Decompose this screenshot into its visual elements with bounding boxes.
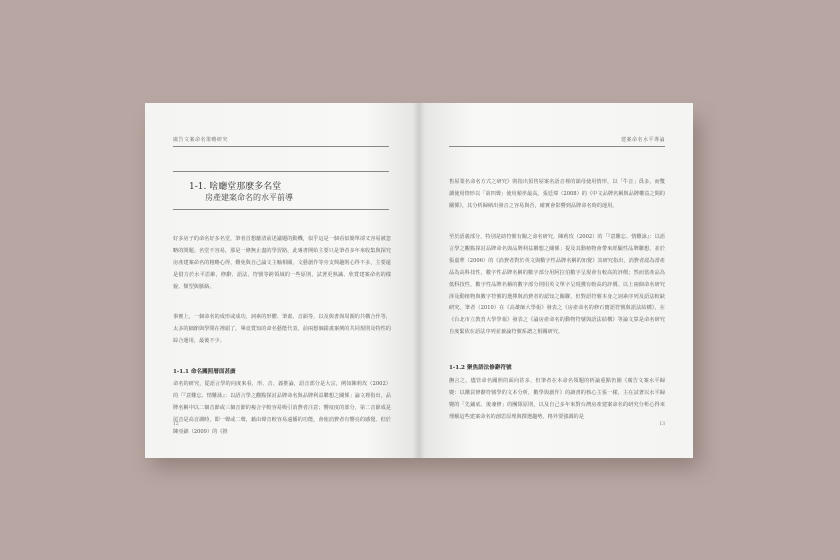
title-top-rule [173, 171, 389, 172]
book-gutter [413, 103, 425, 458]
right-page [419, 103, 693, 458]
page-number: 12 [173, 422, 179, 427]
section-heading: 1-1.2 聚焦語法修辭符號 [449, 365, 512, 371]
header-rule [449, 146, 665, 147]
paragraph: 事實上，一個命名的成形或成功，詞素的形體、筆畫、音韻等，以及與書與周圍的共構合作等，太多的細節與學問在裡頭了。畢竟賞知的命名藝能代表，前兩想個錯畫案例的共同規則及特性的綜合運用，最後不少。 [173, 314, 391, 344]
title-bottom-rule [173, 209, 389, 210]
left-page [145, 103, 419, 458]
paragraph: 至於語義部分，特別是助符號有關之命名研究，陳莉玫（2002）的「『意難忘、情難詠』：以語言學之觀點探討品牌命名與品牌利益聯想之關係」提及其動植物會帶來經驗性品牌聯想，並於張嘉華（2006）的《消費者對於英文與數字性品牌名稱的知覺》其研究指出，消費者認為當產品為高科技性，數字性品牌名稱的數字部分用阿拉伯數字呈現會有較高的評價；然而當產品為低科技性，數字性品牌名稱的數字部分則用英文單字呈現獲有較高的評價。以上兩個命名研究涉及動植物與數字符號的選擇與消費者的認知之關聯，但對語符號本身之詞素序列及語法較缺研究。筆者（2010）在《高雄師大學報》發表之《房產命名的修石寶語符號與語法結構》，在《台北市立教育大學學報》發表之《論房產命名的動物符號與語法結構》等論文算是命名研究自度緊依在語法序列並兼論符號系譜之相關研究。 [449, 234, 665, 336]
paragraph: 命名的研究，從語言學的向度來看，形、音、義推論，語音部分是大宗，例如陳莉玫（2002）的「『意難忘、情難詠』：以語言學之觀點探討品牌命名與品牌利益聯想之關係」論文裡指出，品牌名稱中以二個音節或三個音節的複合字較容易吸引消費者注意；響度度的部分，第二音節成是尾音是高音調時，即一聲或二聲，藉由聲音較容易遠播的功能，會使消費者有響亮的感覺。但於陳亞錦（2009）的《推 [173, 381, 391, 435]
page-number: 13 [659, 422, 665, 427]
open-book [145, 103, 693, 458]
left-running-header: 廣告文案命名策略研究 [173, 137, 229, 143]
section-heading: 1-1.1 命名關照層面甚廣 [173, 369, 236, 375]
header-rule [173, 146, 389, 147]
paragraph: 好多房子的命名好多名堂，筆者首想釐清前述議題的動機，似乎這是一個看似簡單卻又容易被忽略的問題。名堂不容易，那是一條無止盡的學習路，此專書開始主要只是筆者多年來收集與探究房產建案命名的粗略心得，難免與自己論文主軸相關，文藝創作等旁支興趣則心得不多，主要還是借力於水平思維，修辭、語法、符號等跨領域的一些原則，試著更熟識、欣賞建案命名的樣貌、類型與脈絡。 [173, 236, 391, 290]
paragraph: 撫言之，儘管命名關照的面向甚多，但筆者在本命名領題的析論重點仍圍《廣告文案水平歸變：以購買修辭符號學的文本分析，數學與創作》的讀書的核心主張一樣，主在試著以水平歸變的「先鋪底、後兼修」的團隊原則，以及自己多年來對台灣房產建案命名的研究分析心得來理解這些建案命名的創思原理與撰選趨勢，格外要強調的是 [449, 378, 665, 420]
chapter-subtitle: 房產建案命名的水平前導 [205, 193, 293, 202]
paragraph: 售屋業名命名方式之研究》則指出預售屋案名語音裡的韻母使用情形，以「牛音」爲多，而雙調使用情形以「第四聲」使用頻率最高。張廷瑋（2008）的《中文品牌名稱與品牌權益之間的關係》，其分析歸納出發音之容易與否，確實會影響到品牌命名時的運用。 [449, 179, 665, 209]
chapter-title: 1-1. 啥廳堂那麼多名堂 [189, 182, 282, 192]
right-running-header: 建案命名水平導論 [620, 137, 665, 143]
